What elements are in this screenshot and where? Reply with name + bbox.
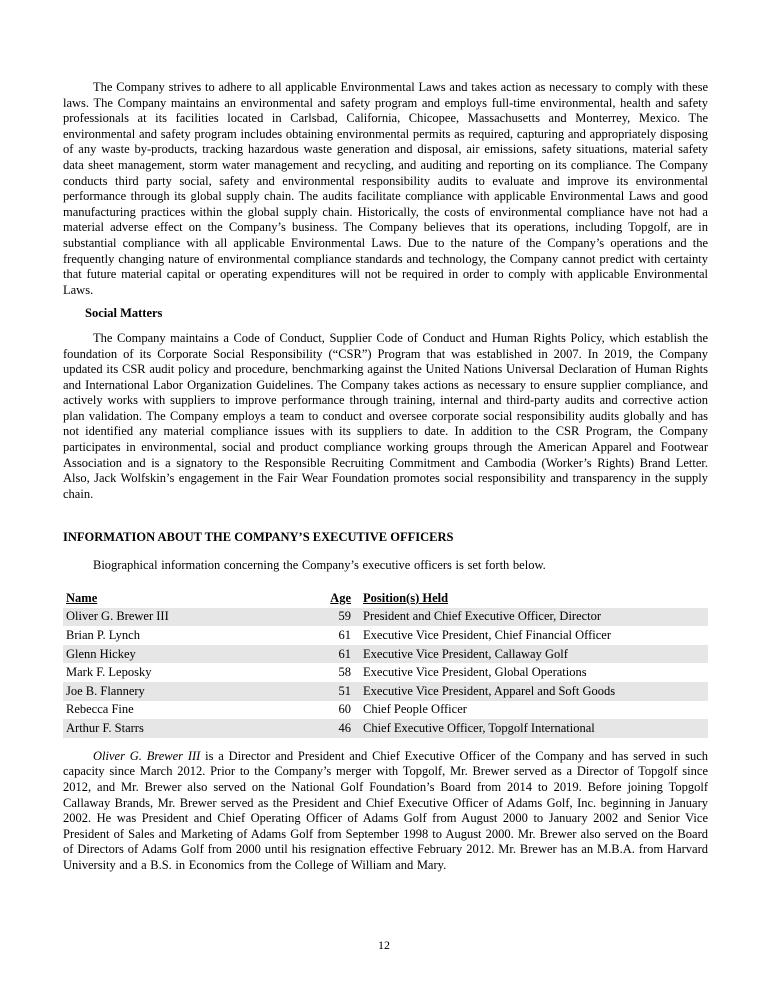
officer-age: 60: [338, 702, 351, 717]
officer-position: Executive Vice President, Chief Financial Officer: [363, 628, 612, 643]
officer-position: President and Chief Executive Officer, Director: [363, 609, 602, 624]
page-number: 12: [378, 938, 390, 952]
officer-name: Arthur F. Starrs: [66, 720, 144, 735]
paragraph-environmental-compliance: The Company strives to adhere to all applicable Environmental Laws and takes action as necessary to comply with these laws. The Company maintains an environmental and safety program and employs full-time environmental, health and safety professionals at its facilities located in Carlsbad, California, Chicopee, Massachusetts and Monterrey, Mexico. The environmental and safety program includes obtaining environmental permits as required, capturing and appropriately disposing of any waste by-products, tracking hazardous waste generation and disposal, air emissions, safety situations, material safety data sheet management, storm water management and recycling, and auditing and reporting on its compliance. The Company conducts third party social, safety and environmental responsibility audits to evaluate and improve its environmental performance through its global supply chain. The audits facilitate compliance with applicable Environmental Laws and good manufacturing practices within the global supply chain. Historically, the costs of environmental compliance have not had a material adverse effect on the Company’s business. The Company believes that its operations, including Topgolf, are in substantial compliance with all applicable Environmental Laws. Due to the nature of the Company’s operations and the frequently changing nature of environmental compliance standards and technology, the Company cannot predict with certainty that future material capital or operating expenditures will not be required in order to comply with applicable Environmental Laws.: [63, 80, 708, 297]
table-header-row: [63, 589, 708, 608]
officer-name: Mark F. Leposky: [66, 665, 152, 680]
brewer-bio-text: is a Director and President and Chief Executive Officer of the Company and has served in such capacity since March 2012. Prior to the Company’s merger with Topgolf, Mr. Brewer served as a Director of Topgolf since 2012, and Mr. Brewer also served on the National Golf Foundation’s Board from 2014 to 2019. Before joining Topgolf Callaway Brands, Mr. Brewer served as the President and Chief Executive Officer of Adams Golf, Inc. beginning in January 2002. He was President and Chief Operating Officer of Adams Golf from August 2000 to January 2002 and Senior Vice President of Sales and Marketing of Adams Golf from September 1998 to August 2000. Mr. Brewer also served on the Board of Directors of Adams Golf from 2000 until his resignation effective February 2012. Mr. Brewer has an M.B.A. from Harvard University and a B.S. in Economics from the College of William and Mary.: [63, 748, 708, 872]
officer-position: Chief People Officer: [363, 702, 467, 717]
brewer-bio-lead-name: Oliver G. Brewer III: [93, 748, 201, 763]
officer-age: 46: [338, 720, 351, 735]
officer-age: 61: [338, 628, 351, 643]
paragraph-social-matters: The Company maintains a Code of Conduct, Supplier Code of Conduct and Human Rights Policy, which establish the foundation of its Corporate Social Responsibility (“CSR”) Program that was established in 2007. In 2019, the Company updated its CSR audit policy and procedure, benchmarking against the United Nations Universal Declaration of Human Rights and International Labor Organization Guidelines. The Company takes actions as necessary to ensure supplier compliance, and actively works with suppliers to improve performance through training, internal and third-party audits and corrective action plan validation. The Company employs a team to conduct and oversee corporate social responsibility audits globally and has not identified any material compliance issues with its suppliers to date. In addition to the CSR Program, the Company participates in environmental, social and product compliance working groups through the American Apparel and Footwear Association and is a signatory to the Responsible Recruiting Commitment and Cambodia (Worker’s Rights) Brand Letter. Also, Jack Wolfskin’s engagement in the Fair Wear Foundation promotes social responsibility and transparency in the supply chain.: [63, 330, 708, 501]
column-header-age: Age: [330, 590, 351, 605]
table-row: [63, 663, 708, 682]
officers-table: [63, 589, 708, 738]
officer-name: Brian P. Lynch: [66, 628, 140, 643]
officer-position: Executive Vice President, Apparel and Soft Goods: [363, 683, 616, 698]
officers-table-header: [63, 589, 708, 608]
paragraph-officers-intro: Biographical information concerning the Company’s executive officers is set forth below.: [93, 558, 546, 573]
column-header-name: Name: [66, 590, 98, 605]
officer-position: Chief Executive Officer, Topgolf International: [363, 720, 595, 735]
officer-position: Executive Vice President, Global Operations: [363, 665, 587, 680]
table-row: [63, 701, 708, 720]
officer-name: Joe B. Flannery: [66, 683, 145, 698]
officer-age: 58: [338, 665, 351, 680]
heading-executive-officers: INFORMATION ABOUT THE COMPANY’S EXECUTIVE OFFICERS: [63, 530, 454, 545]
column-header-position: Position(s) Held: [363, 590, 449, 605]
officer-name: Rebecca Fine: [66, 702, 134, 717]
paragraph-brewer-bio: [63, 749, 708, 874]
table-row: [63, 645, 708, 664]
officer-name: Glenn Hickey: [66, 646, 136, 661]
officer-age: 59: [338, 609, 351, 624]
officer-age: 61: [338, 646, 351, 661]
table-row: [63, 626, 708, 645]
officer-name: Oliver G. Brewer III: [66, 609, 169, 624]
table-row: [63, 719, 708, 738]
table-row: [63, 682, 708, 701]
officer-position: Executive Vice President, Callaway Golf: [363, 646, 568, 661]
heading-social-matters: Social Matters: [85, 306, 163, 321]
table-row: [63, 608, 708, 627]
officer-age: 51: [338, 683, 351, 698]
page-content: [63, 80, 708, 874]
